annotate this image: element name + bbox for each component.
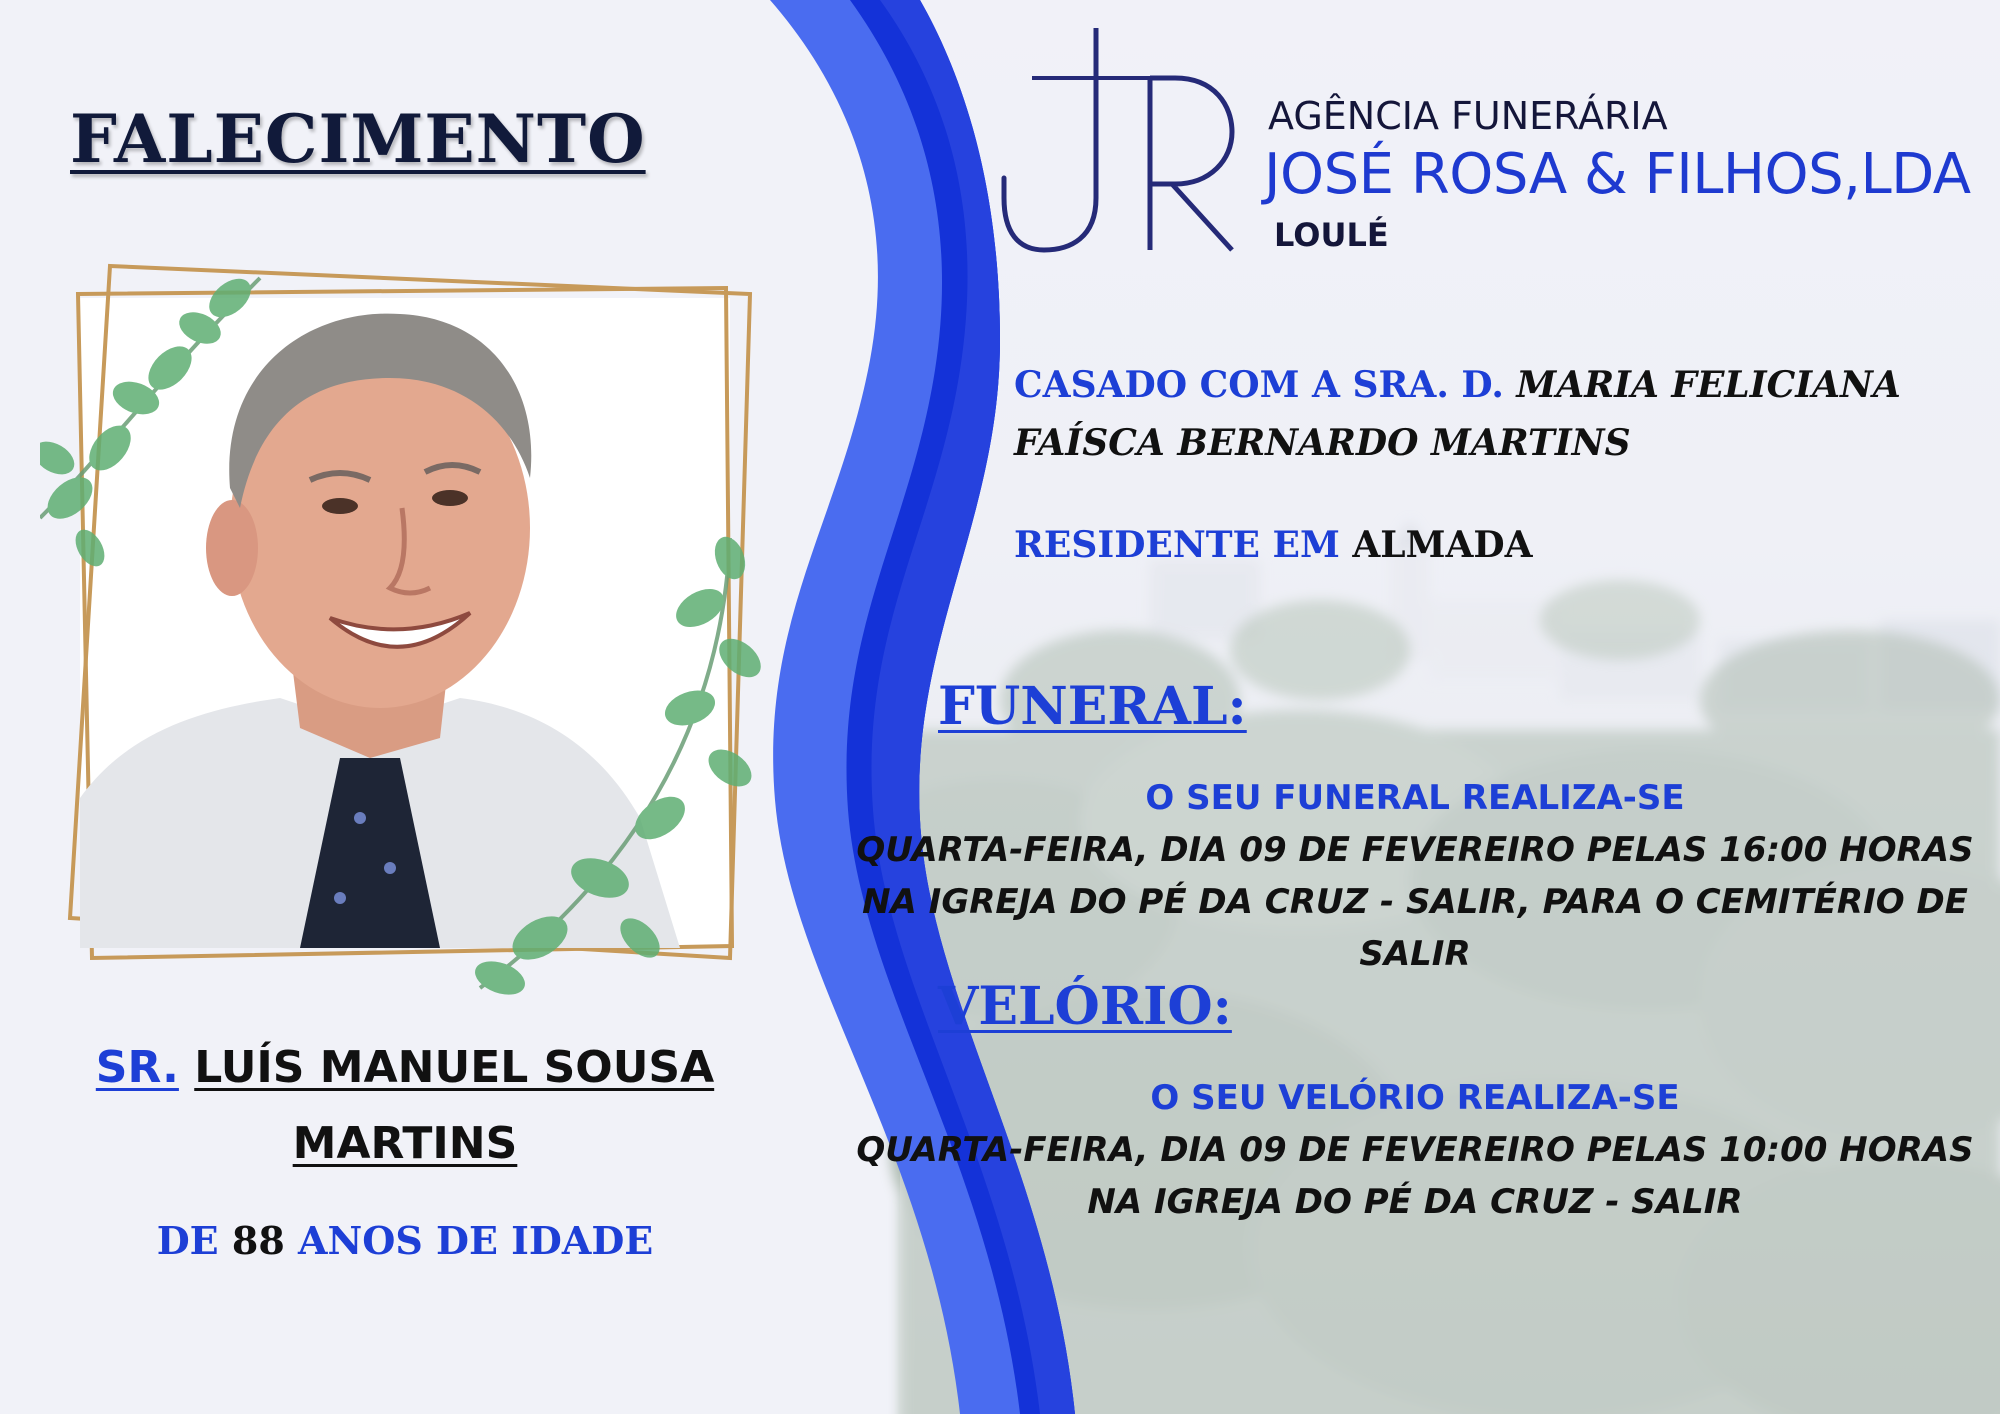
name-line-1: LUÍS MANUEL SOUSA [194,1042,715,1093]
age-value: 88 [231,1218,285,1263]
page-title: FALECIMENTO [70,100,646,178]
age-line [40,1218,770,1263]
portrait-frame [40,258,780,998]
spouse-info [1014,356,1974,472]
spouse-name-line-2: FAÍSCA BERNARDO MARTINS [1014,422,1631,464]
residence-info [1014,524,1533,566]
agency-name: JOSÉ ROSA & FILHOS,LDA [1264,142,1971,207]
age-suffix: ANOS DE IDADE [298,1218,654,1263]
wake-heading: VELÓRIO: [938,976,1232,1037]
married-label: CASADO COM A SRA. D. [1014,364,1504,406]
funeral-date: QUARTA-FEIRA, DIA 09 DE FEVEREIRO PELAS 16:00 HORAS [856,830,1974,870]
wake-details [840,1072,1990,1228]
funeral-place: NA IGREJA DO PÉ DA CRUZ - SALIR, PARA O CEMITÉRIO DE SALIR [862,882,1968,974]
agency-logo [1000,28,1240,258]
resident-label: RESIDENTE EM [1014,524,1340,566]
funeral-details [840,772,1990,980]
spouse-name-line-1: MARIA FELICIANA [1516,364,1901,406]
agency-location: LOULÉ [1274,216,1389,254]
name-line-2: MARTINS [292,1118,518,1169]
resident-place: ALMADA [1352,524,1533,566]
name-prefix: SR. [95,1042,179,1093]
funeral-heading: FUNERAL: [938,676,1247,737]
deceased-name [40,1030,770,1182]
funeral-intro: O SEU FUNERAL REALIZA-SE [1145,778,1685,818]
age-prefix: DE [156,1218,219,1263]
wake-intro: O SEU VELÓRIO REALIZA-SE [1150,1078,1680,1118]
wake-date: QUARTA-FEIRA, DIA 09 DE FEVEREIRO PELAS 10:00 HORAS [856,1130,1974,1170]
wake-place: NA IGREJA DO PÉ DA CRUZ - SALIR [1087,1182,1743,1222]
agency-line-1: AGÊNCIA FUNERÁRIA [1268,94,1668,138]
